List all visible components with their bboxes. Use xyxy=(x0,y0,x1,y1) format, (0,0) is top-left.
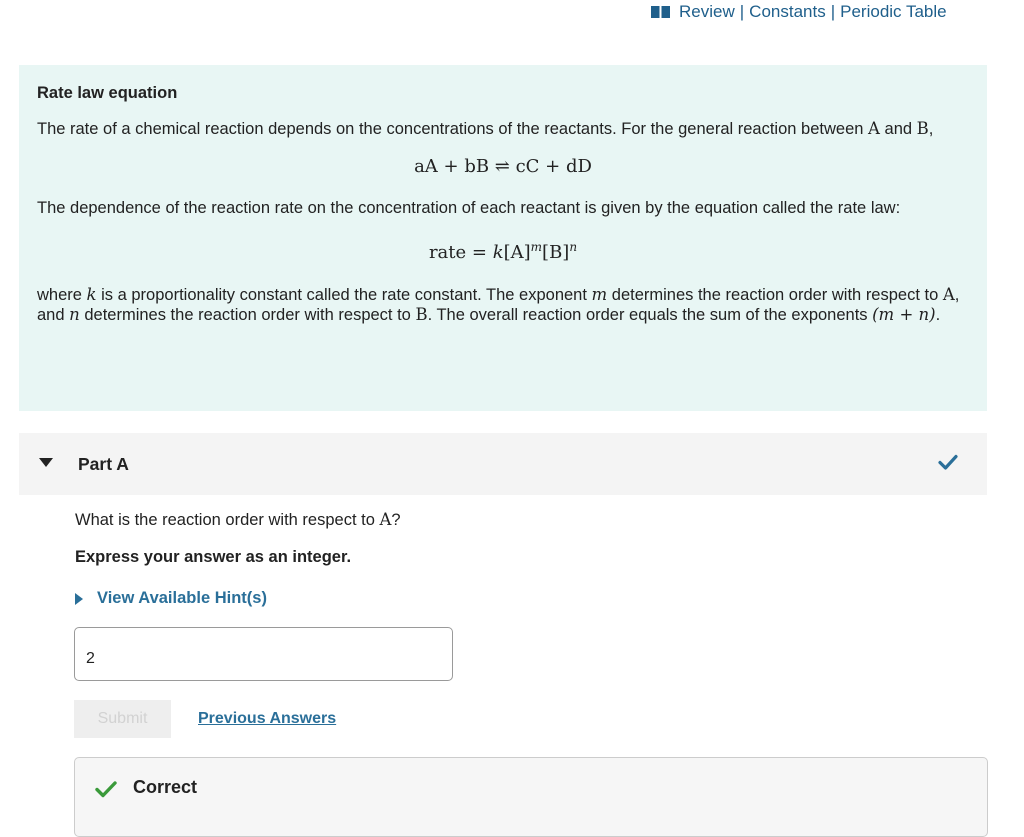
checkmark-icon xyxy=(938,454,958,475)
intro-panel xyxy=(19,65,987,411)
review-link[interactable]: Review xyxy=(679,2,735,21)
question-text: What is the reaction order with respect to A? xyxy=(75,510,401,529)
hint-label: View Available Hint(s) xyxy=(97,589,267,607)
feedback-text: Correct xyxy=(133,777,198,797)
part-a-header[interactable] xyxy=(19,433,987,495)
link-separator: | xyxy=(739,2,745,21)
intro-paragraph-1: The rate of a chemical reaction depends on the concentrations of the reactants. For the general reaction between A and B, xyxy=(37,119,934,138)
constants-link[interactable]: Constants xyxy=(749,2,826,21)
view-hints-toggle[interactable] xyxy=(75,589,267,608)
part-a-title: Part A xyxy=(78,454,129,474)
reaction-equation: aA + bB ⇌ cC + dD xyxy=(414,156,592,177)
caret-down-icon[interactable] xyxy=(39,458,53,467)
correct-check-icon xyxy=(95,780,117,803)
intro-title: Rate law equation xyxy=(37,84,178,102)
feedback-panel xyxy=(74,757,988,837)
submit-button[interactable]: Submit xyxy=(74,700,171,738)
rate-law-equation: rate = $k[A]^m[B]^n$ xyxy=(428,240,578,263)
caret-right-icon xyxy=(75,593,83,605)
periodic-table-link[interactable]: Periodic Table xyxy=(840,2,947,21)
book-icon xyxy=(651,5,671,19)
answer-input[interactable]: 2 xyxy=(74,627,453,681)
answer-instruction: Express your answer as an integer. xyxy=(75,548,352,566)
top-links xyxy=(651,2,947,22)
intro-paragraph-2: The dependence of the reaction rate on the concentration of each reactant is given by the equation called the rate law: xyxy=(37,199,901,217)
previous-answers-link[interactable]: Previous Answers xyxy=(198,710,337,727)
link-separator: | xyxy=(830,2,836,21)
intro-paragraph-3: where k is a proportionality constant called the rate constant. The exponent m determines the reaction order with respect to A, and n determines the reaction order with respect to B. The overall reaction order equals the sum of the exponents (m + n). xyxy=(37,285,960,324)
